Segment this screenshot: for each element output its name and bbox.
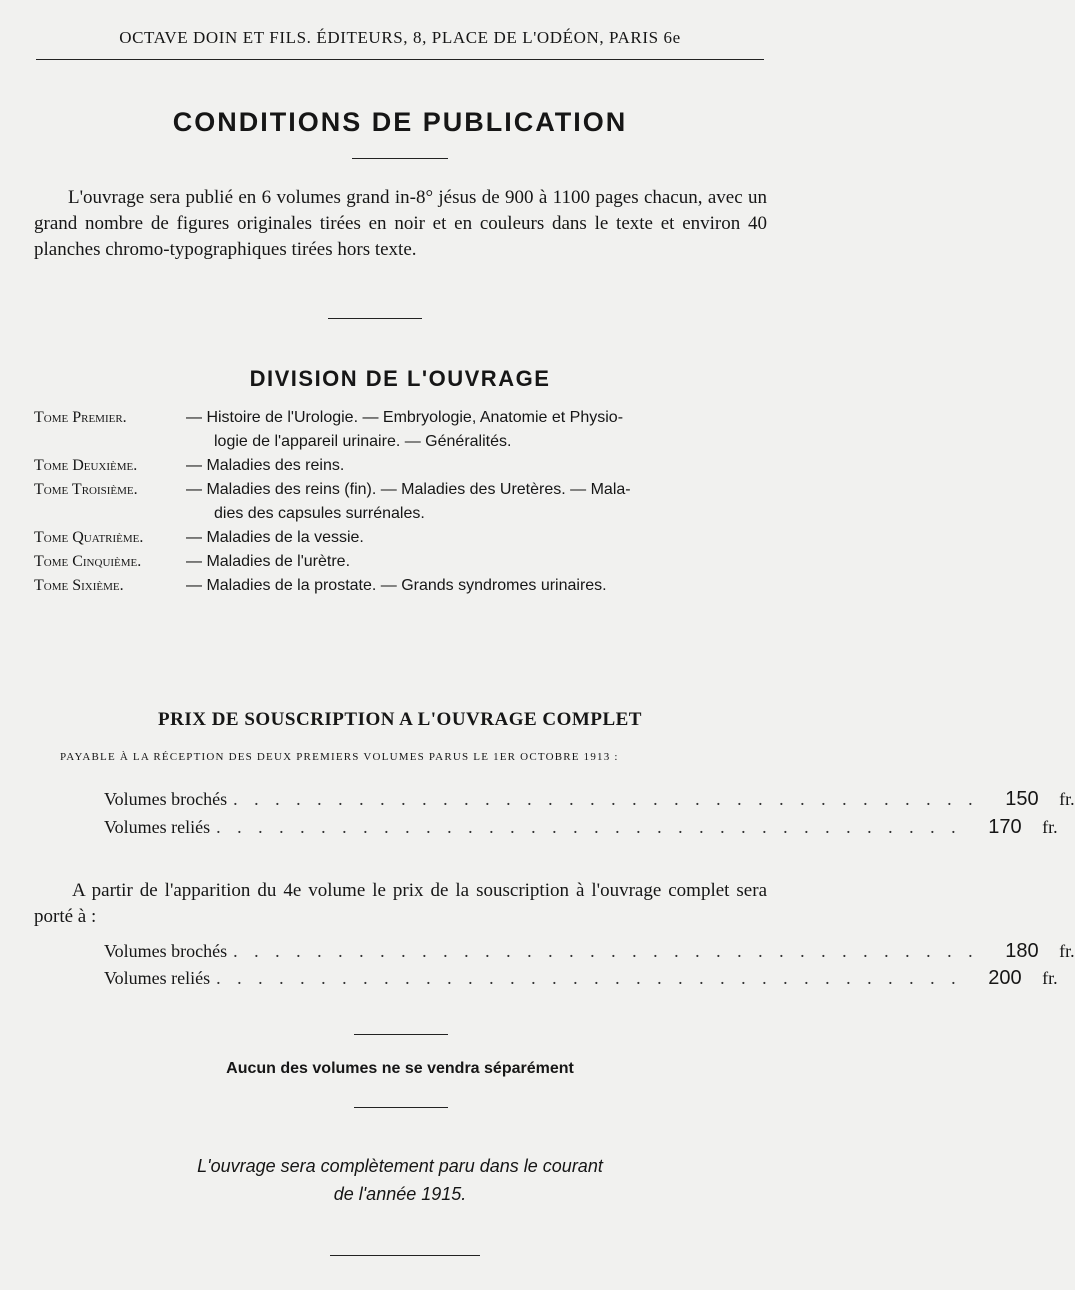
divider-rule [328,318,422,319]
list-item [34,406,764,454]
price-value: 200 [988,967,1022,989]
payable-note: PAYABLE À LA RÉCEPTION DES DEUX PREMIERS VOLUMES PARUS LE 1ER OCTOBRE 1913 : [60,751,619,763]
leader-dots: . . . . . . . . . . . . . . . . . . . . . . . . . . . . . . . . . . . . [216,968,962,988]
leader-dots: . . . . . . . . . . . . . . . . . . . . . . . . . . . . . . . . . . . . [216,817,962,837]
price-unit: fr. [1059,789,1075,809]
tome-name: Tome Sixième. [34,577,124,594]
conditions-paragraph: L'ouvrage sera publié en 6 volumes grand in-8° jésus de 900 à 1100 pages chacun, avec un grand nombre de figures originales tirées en noir et en couleurs dans le texte et environ 40 planches chromo-typographiques tirées hors texte. [34,187,767,260]
price-row [104,967,1058,990]
price-unit: fr. [1042,968,1058,988]
tome-description: — Maladies des reins. [186,457,345,474]
price-label: Volumes reliés [104,817,211,837]
price-unit: fr. [1059,941,1075,961]
divider-rule [354,1034,448,1035]
tome-description: — Maladies de l'urètre. [186,553,351,570]
price-value: 150 [1005,788,1039,810]
list-item [34,526,764,550]
tome-name: Tome Quatrième. [34,529,144,546]
price-row [104,940,1075,963]
divider-rule [354,1107,448,1108]
list-item [34,550,764,574]
divider-rule [352,158,448,159]
tome-description: — Histoire de l'Urologie. — Embryologie, Anatomie et Physio- logie de l'appareil urinaire. — Généralités. [186,409,624,450]
tome-list [34,406,764,598]
price-value: 170 [988,816,1022,838]
price-row [104,788,1075,811]
divider-rule [330,1255,480,1256]
leader-dots: . . . . . . . . . . . . . . . . . . . . . . . . . . . . . . . . . . . . [233,789,979,809]
price-row [104,816,1058,839]
notice-text: Aucun des volumes ne se vendra séparément [226,1060,574,1077]
division-title: DIVISION DE L'OUVRAGE [249,366,551,391]
price-increase-paragraph: A partir de l'apparition du 4e volume le prix de la souscription à l'ouvrage complet sera porté à : [34,880,767,927]
completion-note: L'ouvrage sera complètement paru dans le courant de l'année 1915. [197,1156,603,1204]
list-item [34,454,764,478]
header-rule [36,59,764,60]
list-item [34,574,764,598]
leader-dots: . . . . . . . . . . . . . . . . . . . . . . . . . . . . . . . . . . . . [233,941,979,961]
price-unit: fr. [1042,817,1058,837]
conditions-title: CONDITIONS DE PUBLICATION [172,107,628,137]
tome-description: — Maladies des reins (fin). — Maladies des Uretères. — Mala- dies des capsules surrénales. [186,481,631,522]
tome-name: Tome Deuxième. [34,457,138,474]
tome-name: Tome Premier. [34,409,127,426]
tome-name: Tome Cinquième. [34,553,142,570]
tome-name: Tome Troisième. [34,481,138,498]
price-value: 180 [1005,940,1039,962]
price-label: Volumes brochés [104,941,228,961]
souscription-title: PRIX DE SOUSCRIPTION A L'OUVRAGE COMPLET [158,709,642,730]
price-label: Volumes reliés [104,968,211,988]
tome-description: — Maladies de la prostate. — Grands syndromes urinaires. [186,577,607,594]
tome-description: — Maladies de la vessie. [186,529,364,546]
price-label: Volumes brochés [104,789,228,809]
publisher-header: OCTAVE DOIN ET FILS. ÉDITEURS, 8, PLACE DE L'ODÉON, PARIS 6e [119,28,681,47]
list-item [34,478,764,526]
